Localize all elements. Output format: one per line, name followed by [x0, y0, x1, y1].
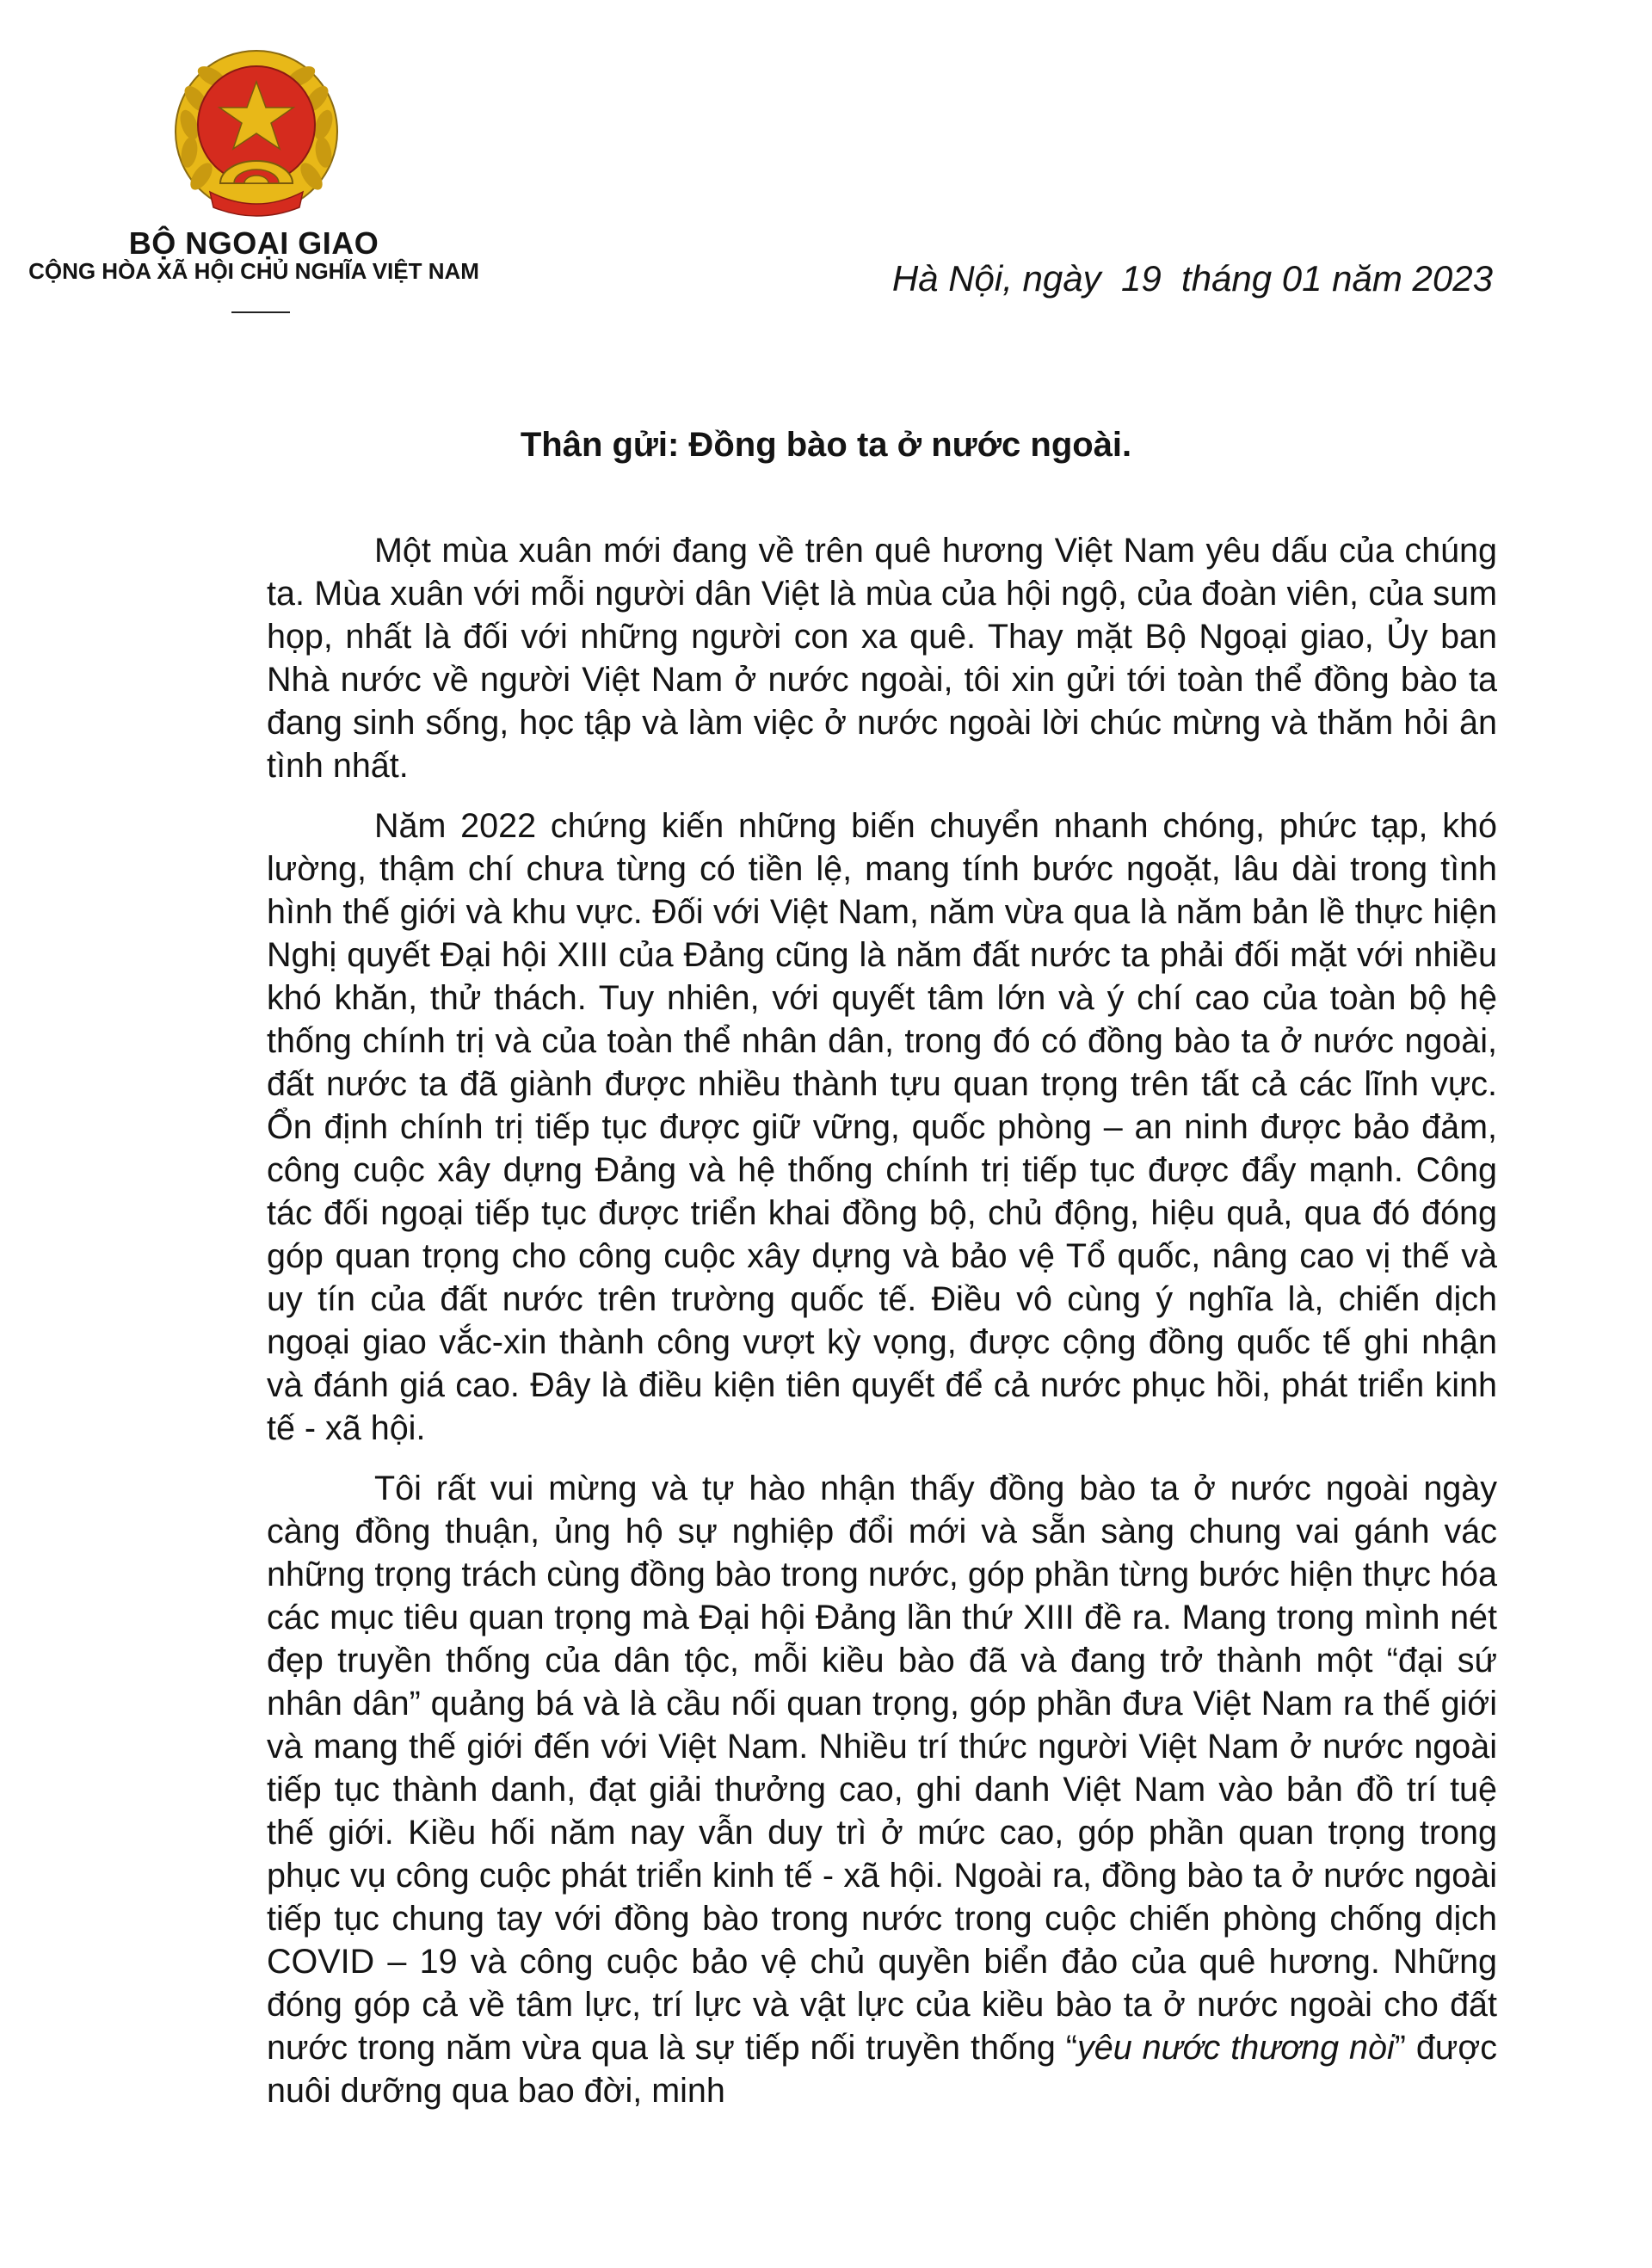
- salutation: Thân gửi: Đồng bào ta ở nước ngoài.: [520, 426, 1132, 464]
- paragraph-3-text: Tôi rất vui mừng và tự hào nhận thấy đồng bào ta ở nước ngoài ngày càng đồng thuận, ủng hộ sự nghiệp đổi mới và sẵn sàng chung vai gánh vác những trọng trách cùng đồng bào trong nước, góp phần từng bước hiện thực hóa các mục tiêu quan trọng mà Đại hội Đảng lần thứ XIII đề ra. Mang trong mình nét đẹp truyền thống của dân tộc, mỗi kiều bào đã và đang trở thành một “đại sứ nhân dân” quảng bá và là cầu nối quan trọng, góp phần đưa Việt Nam ra thế giới và mang thế giới đến với Việt Nam. Nhiều trí thức người Việt Nam ở nước ngoài tiếp tục thành danh, đạt giải thưởng cao, ghi danh Việt Nam vào bản đồ trí tuệ thế giới. Kiều hối năm nay vẫn duy trì ở mức cao, góp phần quan trọng trong phục vụ công cuộc phát triển kinh tế - xã hội. Ngoài ra, đồng bào ta ở nước ngoài tiếp tục chung tay với đồng bào trong nước trong cuộc chiến phòng chống dịch COVID – 19 và công cuộc bảo vệ chủ quyền biển đảo của quê hương. Những đóng góp cả về tâm lực, trí lực và vật lực của kiều bào ta ở nước ngoài cho đất nước trong năm vừa qua là sự tiếp nối truyền thống “: [267, 1470, 1497, 2067]
- paragraph-3: [267, 1467, 1497, 2112]
- ministry-name: BỘ NGOẠI GIAO: [128, 225, 379, 261]
- country-name: CỘNG HÒA XÃ HỘI CHỦ NGHĨA VIỆT NAM: [28, 258, 479, 284]
- national-emblem-icon: [170, 47, 342, 219]
- letter-body: [267, 529, 1497, 2129]
- paragraph-1: Một mùa xuân mới đang về trên quê hương Việt Nam yêu dấu của chúng ta. Mùa xuân với mỗi người dân Việt là mùa của hội ngộ, của đoàn viên, của sum họp, nhất là đối với những người con xa quê. Thay mặt Bộ Ngoại giao, Ủy ban Nhà nước về người Việt Nam ở nước ngoài, tôi xin gửi tới toàn thể đồng bào ta đang sinh sống, học tập và làm việc ở nước ngoài lời chúc mừng và thăm hỏi ân tình nhất.: [267, 532, 1497, 785]
- paragraph-3-italic-phrase: yêu nước thương nòi: [1076, 2029, 1395, 2067]
- paragraph-2: Năm 2022 chứng kiến những biến chuyển nhanh chóng, phức tạp, khó lường, thậm chí chưa từng có tiền lệ, mang tính bước ngoặt, lâu dài trong tình hình thế giới và khu vực. Đối với Việt Nam, năm vừa qua là năm bản lề thực hiện Nghị quyết Đại hội XIII của Đảng cũng là năm đất nước ta phải đối mặt với nhiều khó khăn, thử thách. Tuy nhiên, với quyết tâm lớn và ý chí cao của toàn bộ hệ thống chính trị và của toàn thể nhân dân, trong đó có đồng bào ta ở nước ngoài, đất nước ta đã giành được nhiều thành tựu quan trọng trên tất cả các lĩnh vực. Ổn định chính trị tiếp tục được giữ vững, quốc phòng – an ninh được bảo đảm, công cuộc xây dựng Đảng và hệ thống chính trị tiếp tục được đẩy mạnh. Công tác đối ngoại tiếp tục được triển khai đồng bộ, chủ động, hiệu quả, qua đó đóng góp quan trọng cho công cuộc xây dựng và bảo vệ Tổ quốc, nâng cao vị thế và uy tín của đất nước trên trường quốc tế. Điều vô cùng ý nghĩa là, chiến dịch ngoại giao vắc-xin thành công vượt kỳ vọng, được cộng đồng quốc tế ghi nhận và đánh giá cao. Đây là điều kiện tiên quyết để cả nước phục hồi, phát triển kinh tế - xã hội.: [267, 807, 1497, 1447]
- paragraph-3-text-end: ” được nuôi dưỡng qua bao đời, minh: [267, 2029, 1497, 2110]
- letter-date: Hà Nội, ngày 19 tháng 01 năm 2023: [891, 258, 1493, 299]
- header-divider: [231, 311, 290, 313]
